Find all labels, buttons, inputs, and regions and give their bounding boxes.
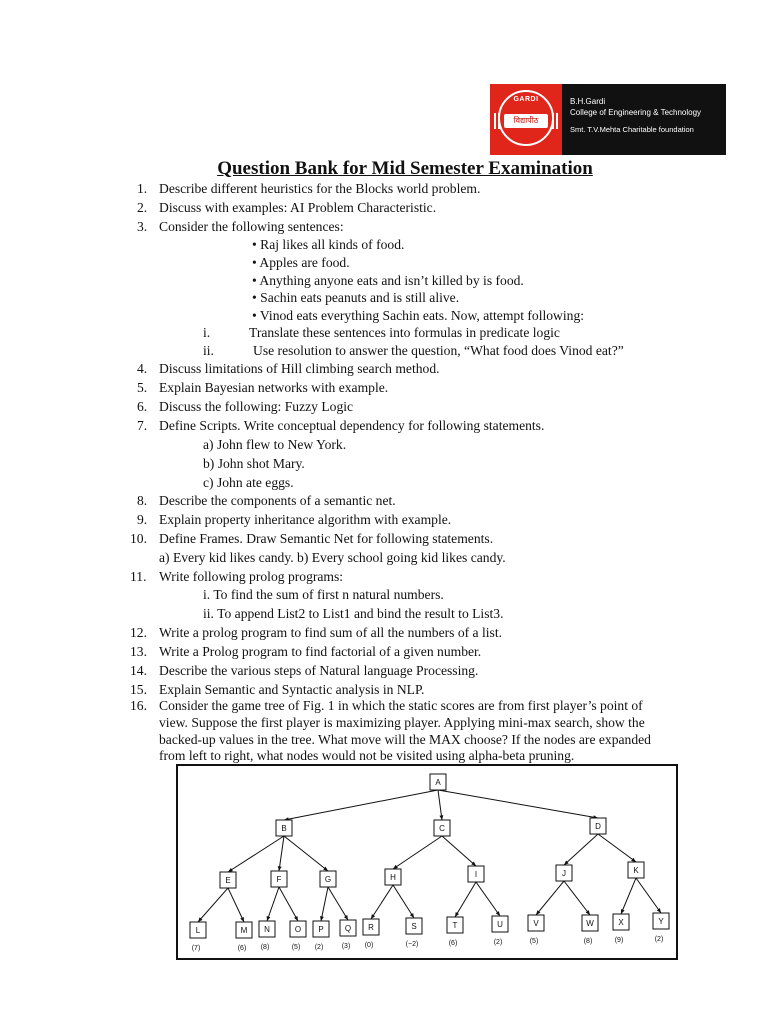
page-title: Question Bank for Mid Semester Examination [217,158,593,179]
question-number: 3. [137,219,148,234]
question-number: 5. [137,380,148,395]
leaf-score: (6) [237,945,247,952]
tree-edge [228,888,244,922]
logo-line1: B.H.Gardi [570,97,606,106]
question-number: 13. [130,644,147,659]
q16-line: from left to right, what nodes would not be visited using alpha-beta pruning. [159,748,575,763]
tree-node-label: X [618,918,624,927]
logo-line2: College of Engineering & Technology [570,108,702,117]
tree-node-label: A [435,778,441,787]
q10-sub: a) Every kid likes candy. b) Every school going kid likes candy. [159,550,506,565]
leaf-score: (7) [191,945,201,952]
tree-node-label: D [595,822,601,831]
question-text: Define Scripts. Write conceptual dependency for following statements. [159,418,545,433]
tree-node-label: W [586,919,594,928]
tree-node-label: I [474,870,478,879]
leaf-score: (3) [341,943,351,950]
question-number: 8. [137,493,148,508]
tree-edge [636,878,661,913]
tree-node-label: L [195,926,201,935]
q11-sub: i. To find the sum of first n natural numbers. [203,587,444,602]
q11-sub: ii. To append List2 to List1 and bind the result to List3. [203,606,504,621]
question-text: Explain Semantic and Syntactic analysis in NLP. [159,682,425,697]
q3-bullet: • Vinod eats everything Sachin eats. Now, attempt following: [252,308,585,323]
tree-edge [564,834,598,865]
q7-sub: a) John flew to New York. [203,437,347,452]
tree-node-label: S [411,922,417,931]
question-text: Discuss with examples: AI Problem Characteristic. [159,200,437,215]
tree-arrowhead [621,909,625,914]
question-text: Define Frames. Draw Semantic Net for following statements. [159,531,494,546]
leaf-score: (2) [654,936,664,943]
leaf-score: (8) [260,944,270,951]
leaf-score: (9) [614,937,624,944]
logo-devanagari: विद्यापीठ [504,114,548,128]
tree-node-label: M [240,926,248,935]
leaf-score: (2) [314,944,324,951]
question-number: 9. [137,512,148,527]
tree-node-label: K [633,866,639,875]
question-number: 10. [130,531,147,546]
tree-arrowhead [393,865,398,869]
tree-arrowhead [278,866,282,871]
sub-text: Translate these sentences into formulas in predicate logic [249,325,560,340]
q16-line: view. Suppose the first player is maximizing player. Applying mini-max search, show the [159,715,645,730]
tree-edge [279,836,284,871]
logo-text [570,96,701,135]
tree-edge [321,887,328,921]
tree-node-label: G [324,875,332,884]
tree-edge [393,885,414,918]
question-number: 15. [130,682,147,697]
tree-node-label: T [452,921,458,930]
question-number: 7. [137,418,148,433]
question-text: Describe different heuristics for the Blocks world problem. [159,181,481,196]
tree-arrowhead [410,913,414,918]
college-logo [490,84,726,155]
tree-node-label: H [390,873,396,882]
question-text: Write a Prolog program to find factorial of a given number. [159,644,482,659]
q3-sub-i [203,324,560,341]
question-number: 11. [130,569,147,584]
logo-emblem [490,84,562,155]
tree-edge [564,881,590,915]
tree-edge [438,790,598,818]
leaf-score: (5) [529,938,539,945]
tree-node-label: O [294,925,302,934]
sub-text: Use resolution to answer the question, “What food does Vinod eat?” [253,343,624,358]
leaf-score: (8) [583,938,593,945]
sub-number: ii. [203,343,214,358]
tree-node-label: J [562,869,566,878]
leaf-score: (2) [493,939,503,946]
tree-node-label: E [225,876,231,885]
question-number: 1. [137,181,148,196]
sub-number: i. [203,325,211,340]
tree-edge [476,882,500,916]
question-number: 2. [137,200,148,215]
question-number: 14. [130,663,147,678]
tree-arrowhead [267,916,271,921]
question-text: Discuss limitations of Hill climbing search method. [159,361,440,376]
tree-edge [371,885,393,919]
question-text: Explain property inheritance algorithm with example. [159,512,452,527]
question-text: Write a prolog program to find sum of all the numbers of a list. [159,625,502,640]
q7-sub: c) John ate eggs. [203,475,294,490]
leaf-score: (6) [448,940,458,947]
logo-brand: GARDI [513,96,539,103]
q16-line: backed-up values in the tree. What move will the MAX choose? If the nodes are expanded [159,732,651,747]
game-tree [178,766,676,958]
tree-node-label: F [276,875,282,884]
leaf-score: (5) [291,944,301,951]
tree-arrowhead [439,815,443,820]
logo-line3: Smt. T.V.Mehta Charitable foundation [570,125,694,134]
tree-edge [284,790,438,820]
q3-bullet: • Apples are food. [252,255,350,270]
tree-edge [455,882,476,917]
tree-edge [598,834,636,862]
tree-node-label: B [281,824,287,833]
q3-bullet: • Anything anyone eats and isn’t killed by is food. [252,273,524,288]
tree-arrowhead [496,911,500,916]
leaf-score: (0) [364,942,374,949]
tree-node-label: U [497,920,503,929]
tree-node-label: Y [658,917,664,926]
tree-edge [267,887,279,921]
question-number: 16. [130,698,147,713]
tree-node-label: Q [344,924,352,933]
question-text: Consider the following sentences: [159,219,344,234]
q3-bullet: • Raj likes all kinds of food. [252,237,405,252]
question-text: Write following prolog programs: [159,569,344,584]
tree-edge [198,888,228,922]
tree-node-label: N [264,925,270,934]
tree-edge [284,836,328,871]
tree-node-label: P [318,925,324,934]
tree-arrowhead [320,916,324,921]
tree-edge [621,878,636,914]
question-text: Consider the game tree of Fig. 1 in which the static scores are from first player’s point of [159,698,643,713]
tree-edge [393,836,442,869]
tree-node-label: V [533,919,539,928]
tree-arrowhead [371,914,375,919]
tree-edge [328,887,348,920]
tree-node-label: R [368,923,374,932]
tree-edge [536,881,564,915]
question-number: 4. [137,361,148,376]
question-number: 12. [130,625,147,640]
question-number: 6. [137,399,148,414]
tree-edge [442,836,476,866]
question-text: Describe the various steps of Natural language Processing. [159,663,479,678]
leaf-score: (−2) [405,941,419,948]
question-text: Explain Bayesian networks with example. [159,380,389,395]
tree-arrowhead [657,908,661,913]
q7-sub: b) John shot Mary. [203,456,305,471]
q3-sub-ii [203,342,624,359]
q3-bullet: • Sachin eats peanuts and is still alive. [252,290,460,305]
tree-node-label: C [439,824,445,833]
game-tree-figure [176,764,678,960]
question-text: Discuss the following: Fuzzy Logic [159,399,354,414]
tree-arrowhead [228,868,233,872]
tree-edge [228,836,284,872]
question-text: Describe the components of a semantic net. [159,493,396,508]
tree-edge [279,887,298,921]
